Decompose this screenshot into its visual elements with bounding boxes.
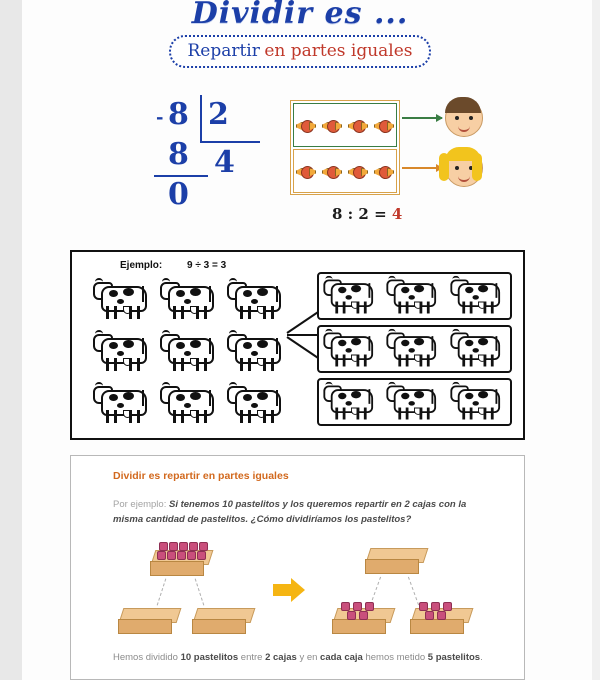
dashed-connector (408, 577, 419, 606)
subtracted-value: 8 (168, 137, 189, 172)
cow-icon (160, 278, 220, 322)
tray-source-right-icon (368, 548, 424, 574)
candy-icon (296, 165, 316, 178)
cake-icon (431, 602, 440, 611)
cow-icon (227, 278, 287, 322)
cow-icon (387, 329, 442, 369)
long-division-figure (120, 95, 290, 225)
pastelitos-intro-bold: Si tenemos 10 pastelitos y los queremos repartir en 2 cajas con la misma cantidad de pastelitos. ¿Cómo dividiríamos los pastelitos? (113, 499, 467, 525)
cow-icon (323, 382, 378, 422)
division-horizontal-bar (200, 141, 260, 143)
conclusion-mid1: entre (240, 652, 263, 663)
cake-icon (197, 551, 206, 560)
cow-icon (227, 382, 287, 426)
arrow-to-boy-icon (402, 117, 442, 119)
candy-icon (374, 119, 394, 132)
pastelitos-intro-plain: Por ejemplo: (113, 499, 167, 510)
cow-icon (387, 382, 442, 422)
minus-sign: - (156, 107, 164, 128)
quotient: 4 (214, 145, 235, 180)
cow-groups-container (317, 272, 512, 432)
cows-example-header (120, 260, 226, 271)
cow-icon (323, 329, 378, 369)
candy-icon (374, 165, 394, 178)
cake-icon (199, 542, 208, 551)
cows-example-operation: 9 ÷ 3 = 3 (187, 260, 227, 271)
conclusion-mid3: hemos metido (365, 652, 426, 663)
subtitle-box (169, 35, 430, 68)
candy-icon (296, 119, 316, 132)
subtitle-part-1: Repartir (187, 41, 260, 61)
cow-icon (387, 276, 442, 316)
pastelitos-conclusion (113, 652, 493, 663)
cake-icon (167, 551, 176, 560)
division-equation (332, 205, 402, 223)
branch-line-bottom (286, 336, 320, 360)
cake-icon (347, 611, 356, 620)
pastelitos-illustration (113, 538, 488, 648)
dividend: 8 (168, 97, 189, 132)
cow-icon (227, 330, 287, 374)
empty-tray-right-icon (195, 608, 251, 634)
cake-icon (425, 611, 434, 620)
candy-groups-panel (290, 100, 400, 195)
dashed-connector (195, 579, 205, 606)
cow-icon (93, 330, 153, 374)
cow-group-box (317, 272, 512, 320)
candy-icon (322, 119, 342, 132)
pastelitos-heading: Dividir es repartir en partes iguales (113, 470, 289, 482)
conclusion-b3: cada caja (320, 652, 363, 663)
empty-tray-left-icon (121, 608, 177, 634)
subtitle-part-2: en partes iguales (264, 41, 413, 61)
cows-example-label: Ejemplo: (120, 260, 163, 271)
equation-result: 4 (391, 205, 403, 223)
conclusion-b1: 10 pastelitos (180, 652, 239, 663)
arrow-to-girl-icon (402, 167, 442, 169)
cake-icon (419, 602, 428, 611)
cow-icon (451, 329, 506, 369)
boy-hair-icon (445, 97, 481, 113)
conclusion-prefix: Hemos dividido (113, 652, 178, 663)
division-example (120, 95, 500, 225)
cake-icon (443, 602, 452, 611)
cake-icon (365, 602, 374, 611)
cake-icon (177, 551, 186, 560)
remainder: 0 (168, 177, 189, 212)
division-vertical-bar (200, 95, 202, 143)
cake-icon (341, 602, 350, 611)
title-block (0, 0, 600, 68)
cows-example-panel (70, 250, 525, 440)
cow-group-box (317, 325, 512, 373)
page-title: Dividir es ... (191, 0, 409, 31)
girl-hair-top-icon (445, 147, 481, 161)
conclusion-end: . (480, 652, 483, 663)
pastelitos-panel (70, 455, 525, 680)
cow-icon (451, 276, 506, 316)
cow-group-box (317, 378, 512, 426)
pastelitos-intro (113, 498, 488, 527)
conclusion-mid2: y en (299, 652, 318, 663)
cake-icon (359, 611, 368, 620)
conclusion-b2: 2 cajas (265, 652, 297, 663)
divisor: 2 (208, 97, 229, 132)
cake-icon (437, 611, 446, 620)
dashed-connector (157, 579, 167, 606)
cake-icon (353, 602, 362, 611)
cow-icon (160, 330, 220, 374)
cake-icon (179, 542, 188, 551)
candy-icon (348, 165, 368, 178)
candy-icon (348, 119, 368, 132)
cow-icon (160, 382, 220, 426)
conclusion-b4: 5 pastelitos (427, 652, 481, 663)
cake-icon (169, 542, 178, 551)
cow-icon (451, 382, 506, 422)
cow-icon (93, 382, 153, 426)
branch-line-top (286, 310, 320, 334)
cow-group-all (90, 276, 290, 432)
dashed-connector (370, 577, 381, 606)
left-margin-strip (0, 0, 22, 680)
candy-row-bottom (293, 149, 397, 193)
cow-icon (93, 278, 153, 322)
candy-icon (322, 165, 342, 178)
cake-icon (187, 551, 196, 560)
cow-icon (323, 276, 378, 316)
right-margin-strip (592, 0, 600, 680)
equation-left: 8 : 2 = (332, 205, 387, 223)
cake-icon (189, 542, 198, 551)
candy-row-top (293, 103, 397, 147)
cake-icon (157, 551, 166, 560)
cake-icon (159, 542, 168, 551)
